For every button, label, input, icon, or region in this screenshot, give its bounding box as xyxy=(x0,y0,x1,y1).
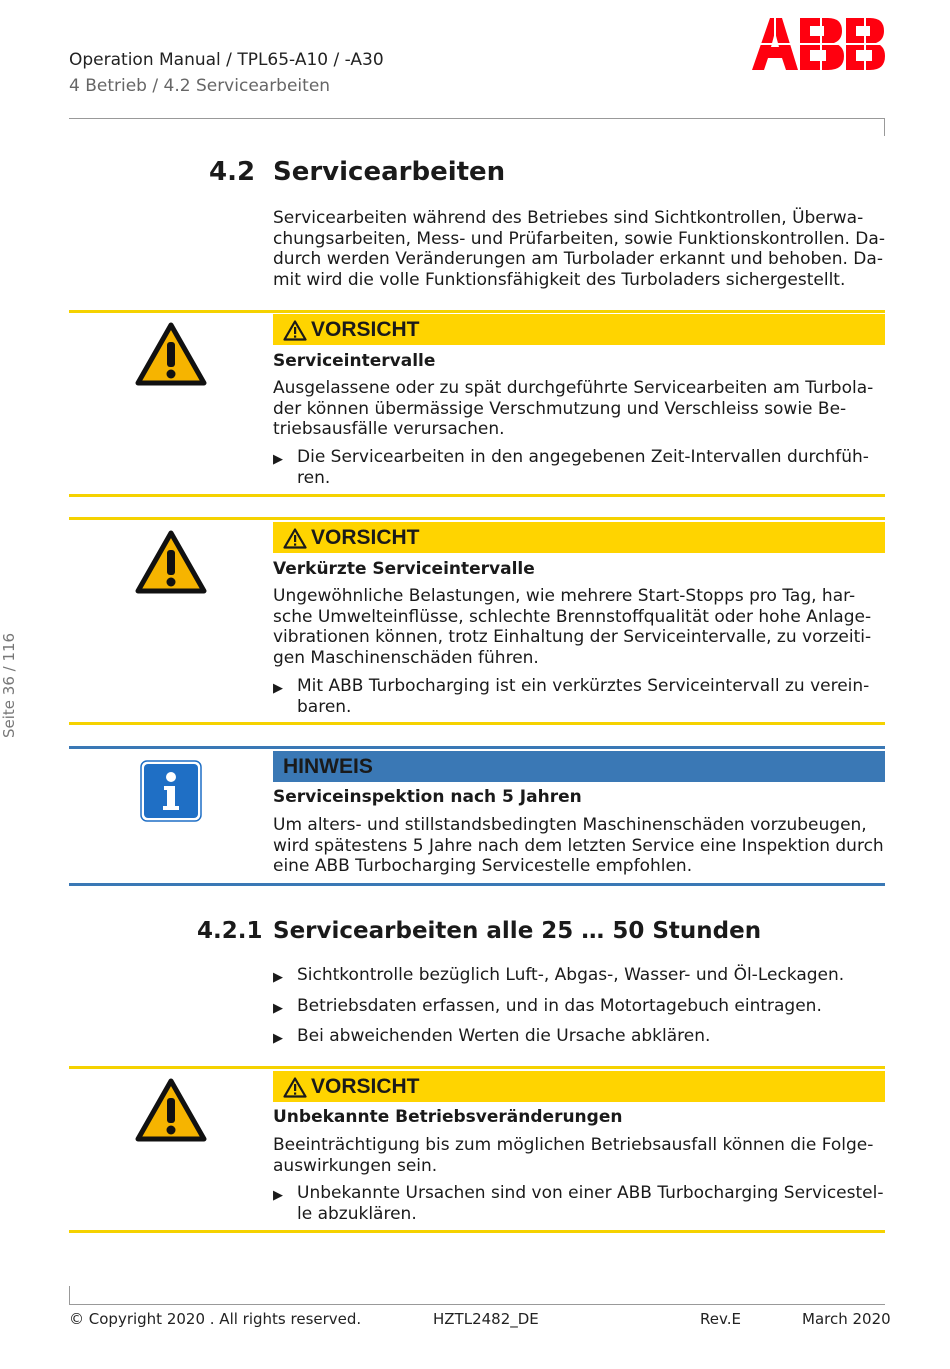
notice-label-text: HINWEIS xyxy=(283,755,373,778)
notice-label xyxy=(283,1075,420,1099)
page-number: Seite 36 / 116 xyxy=(0,632,18,738)
section-title: Servicearbeiten xyxy=(273,157,506,187)
notice-line: vibrationen können, trotz Einhaltung der Serviceintervalle, zu vorzeiti- xyxy=(273,627,872,648)
list-item-text: Sichtkontrolle bezüglich Luft-, Abgas-, Wasser- und Öl-Leckagen. xyxy=(297,965,845,985)
notice-title: Verkürzte Serviceintervalle xyxy=(273,559,535,579)
footer-revision: Rev.E xyxy=(700,1310,741,1328)
intro-line: mit wird die volle Funktionsfähigkeit des Turboladers sichergestellt. xyxy=(273,270,846,291)
warning-triangle-icon xyxy=(135,322,207,386)
notice-body xyxy=(273,815,885,877)
action-line: Mit ABB Turbocharging ist ein verkürztes Serviceintervall zu verein- xyxy=(297,676,870,696)
footer-date: March 2020 xyxy=(802,1310,891,1328)
intro-line: Servicearbeiten während des Betriebes sind Sichtkontrollen, Überwa- xyxy=(273,208,864,228)
notice-title: Unbekannte Betriebsveränderungen xyxy=(273,1107,623,1127)
notice-rule-top xyxy=(69,310,885,313)
notice-label xyxy=(283,318,420,342)
action-line: baren. xyxy=(297,696,352,717)
action-line: Die Servicearbeiten in den angegebenen Zeit-Intervallen durchfüh- xyxy=(297,447,869,467)
list-item xyxy=(273,1026,885,1050)
notice-line: auswirkungen sein. xyxy=(273,1155,438,1176)
notice-line: triebsausfälle verursachen. xyxy=(273,419,505,440)
notice-body xyxy=(273,586,885,669)
notice-body xyxy=(273,378,885,440)
list-item-text: Betriebsdaten erfassen, und in das Motortagebuch eintragen. xyxy=(297,996,822,1016)
notice-action xyxy=(273,447,885,488)
info-rule-top xyxy=(69,746,885,749)
notice-label-text: VORSICHT xyxy=(311,318,420,341)
intro-line: chungsarbeiten, Mess- und Prüfarbeiten, sowie Funktionskontrollen. Da- xyxy=(273,228,885,249)
breadcrumb: 4 Betrieb / 4.2 Servicearbeiten xyxy=(69,76,331,96)
info-rule-bottom xyxy=(69,883,885,886)
notice-label-text: VORSICHT xyxy=(311,526,420,549)
warning-small-icon xyxy=(283,1077,307,1098)
document-title: Operation Manual / TPL65-A10 / -A30 xyxy=(69,50,384,70)
notice-rule-bottom xyxy=(69,494,885,497)
notice-line: Ungewöhnliche Belastungen, wie mehrere Start-Stopps pro Tag, har- xyxy=(273,586,856,606)
intro-line: durch werden Veränderungen am Turbolader erkannt und behoben. Da- xyxy=(273,249,883,270)
header-rule-tick xyxy=(884,118,885,136)
section-number: 4.2 xyxy=(209,157,256,187)
triangle-bullet-icon: ▶ xyxy=(273,970,283,985)
footer-doc-id: HZTL2482_DE xyxy=(433,1310,539,1328)
footer-rule xyxy=(69,1304,885,1305)
notice-label-text: VORSICHT xyxy=(311,1075,420,1098)
warning-small-icon xyxy=(283,320,307,341)
notice-action xyxy=(273,1183,885,1224)
notice-line: wird spätestens 5 Jahre nach dem letzten Service eine Inspektion durch xyxy=(273,835,884,856)
info-icon xyxy=(140,760,202,822)
notice-line: gen Maschinenschäden führen. xyxy=(273,648,539,669)
list-item xyxy=(273,965,885,989)
notice-rule-top xyxy=(69,517,885,520)
notice-action xyxy=(273,676,885,717)
action-line: ren. xyxy=(297,467,331,488)
warning-small-icon xyxy=(283,528,307,549)
notice-rule-bottom xyxy=(69,1230,885,1233)
intro-paragraph xyxy=(273,208,885,291)
notice-band-hinweis xyxy=(273,751,885,782)
notice-line: Um alters- und stillstandsbedingten Maschinenschäden vorzubeugen, xyxy=(273,815,867,835)
abb-logo xyxy=(752,18,885,70)
notice-title: Serviceinspektion nach 5 Jahren xyxy=(273,787,582,807)
action-line: le abzuklären. xyxy=(297,1203,417,1224)
notice-line: Ausgelassene oder zu spät durchgeführte Servicearbeiten am Turbola- xyxy=(273,378,874,398)
subsection-number: 4.2.1 xyxy=(197,918,263,944)
warning-triangle-icon xyxy=(135,1078,207,1142)
action-line: Unbekannte Ursachen sind von einer ABB Turbocharging Servicestel- xyxy=(297,1183,884,1203)
notice-band-vorsicht xyxy=(273,314,885,345)
notice-band-vorsicht xyxy=(273,522,885,553)
subsection-title: Servicearbeiten alle 25 … 50 Stunden xyxy=(273,918,762,944)
triangle-bullet-icon: ▶ xyxy=(273,1001,283,1016)
list-item xyxy=(273,996,885,1020)
notice-rule-top xyxy=(69,1066,885,1069)
notice-line: der können übermässige Verschmutzung und Verschleiss sowie Be- xyxy=(273,398,847,419)
warning-triangle-icon xyxy=(135,530,207,594)
notice-label xyxy=(283,526,420,550)
triangle-bullet-icon: ▶ xyxy=(273,452,283,467)
notice-line: eine ABB Turbocharging Servicestelle empfohlen. xyxy=(273,856,693,877)
triangle-bullet-icon: ▶ xyxy=(273,1188,283,1203)
notice-band-vorsicht xyxy=(273,1071,885,1102)
triangle-bullet-icon: ▶ xyxy=(273,1031,283,1046)
footer-rule-tick xyxy=(69,1286,70,1304)
header-rule xyxy=(69,118,885,119)
notice-rule-bottom xyxy=(69,722,885,725)
notice-line: Beeinträchtigung bis zum möglichen Betriebsausfall können die Folge- xyxy=(273,1135,874,1155)
triangle-bullet-icon: ▶ xyxy=(273,681,283,696)
notice-title: Serviceintervalle xyxy=(273,351,436,371)
notice-line: sche Umwelteinflüsse, schlechte Brennstoffqualität oder hohe Anlage- xyxy=(273,606,872,627)
footer-copyright: © Copyright 2020 . All rights reserved. xyxy=(69,1310,362,1328)
notice-label xyxy=(283,755,373,779)
notice-body xyxy=(273,1135,885,1176)
list-item-text: Bei abweichenden Werten die Ursache abklären. xyxy=(297,1026,711,1046)
